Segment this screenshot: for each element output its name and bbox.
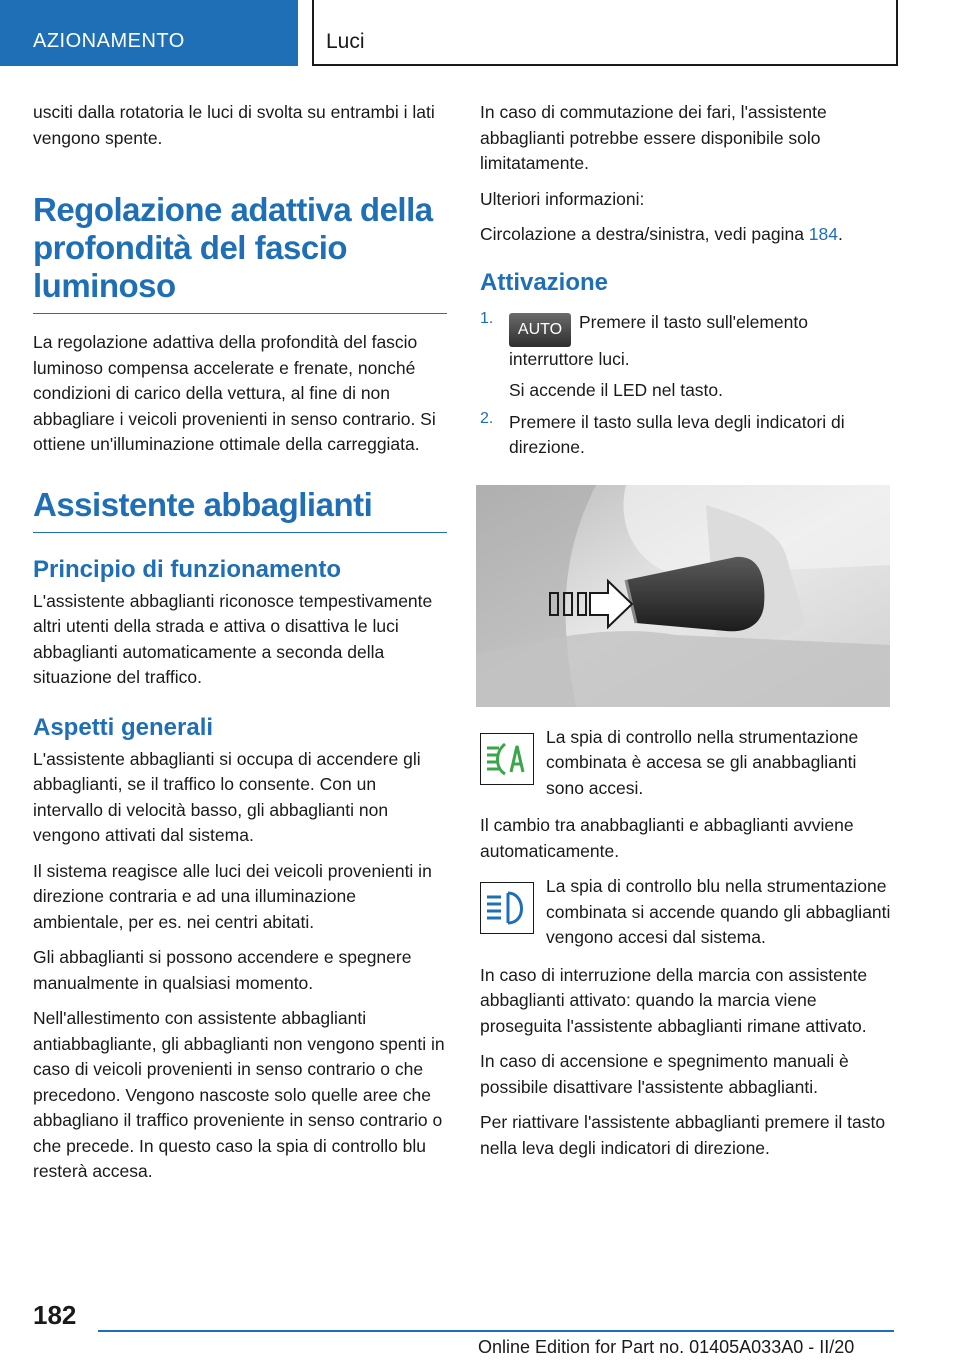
page-reference-link[interactable]: 184 <box>808 224 838 244</box>
low-beam-indicator-row <box>480 725 892 802</box>
more-info-label: Ulteriori informazioni: <box>480 188 645 209</box>
low-beam-indicator-text: La spia di controllo nella strumentazione combinata è accesa se gli anabbaglianti sono accesi. <box>546 726 859 798</box>
step-2-text: Premere il tasto sulla leva degli indicatori di direzione. <box>509 411 845 457</box>
reference-paragraph: Circolazione a destra/sinistra, vedi pagina 184. <box>480 224 843 244</box>
step-1-sub: Si accende il LED nel tasto. <box>509 380 724 400</box>
page-number: 182 <box>33 1300 77 1330</box>
intro-paragraph: usciti dalla rotatoria le luci di svolta su entrambi i lati vengono spente. <box>33 102 435 148</box>
lever-illustration <box>476 485 890 707</box>
heading-activation: Attivazione <box>480 268 609 296</box>
section-title: AZIONAMENTO <box>33 30 185 52</box>
high-beam-icon <box>480 882 534 934</box>
step-number: 1. <box>480 309 494 327</box>
reactivate-paragraph: Per riattivare l'assistente abbaglianti premere il tasto nella leva degli indicatori di direzione. <box>480 1112 886 1158</box>
heading-adaptive-range: Regolazione adattiva della profondità del fascio luminoso <box>33 191 447 314</box>
general-paragraph-1: L'assistente abbaglianti si occupa di accendere gli abbaglianti, se il traffico lo consente. Con un intervallo di velocità basso, gli abbaglianti non vengono attivati dal sistema. <box>33 748 421 845</box>
step-number: 2. <box>480 409 494 427</box>
adaptive-paragraph: La regolazione adattiva della profondità del fascio luminoso compensa accelerate e frenate, nonché condizioni di carico della vettura, al fine di non abbagliare i veicoli provenienti in senso contrario. Si ottiene un'illuminazione ottimale della carreggiata. <box>33 332 436 454</box>
low-beam-auto-icon <box>480 733 534 785</box>
change-paragraph: Il cambio tra anabbaglianti e abbaglianti avviene automaticamente. <box>480 815 854 861</box>
manual-paragraph: In caso di accensione e spegnimento manuali è possibile disattivare l'assistente abbaglianti. <box>480 1051 849 1097</box>
auto-button-icon: AUTO <box>509 313 571 347</box>
step-1 <box>480 310 892 404</box>
principle-paragraph: L'assistente abbaglianti riconosce tempestivamente altri utenti della strada e attiva o disattiva le luci abbaglianti automaticamente a seconda della situazione del traffico. <box>33 590 433 687</box>
right-column <box>480 100 892 1171</box>
section-tab <box>0 0 298 66</box>
chapter-tab <box>312 0 898 66</box>
turn-signal-lever-photo <box>476 485 890 707</box>
interrupt-paragraph: In caso di interruzione della marcia con assistente abbaglianti attivato: quando la marcia viene proseguita l'assistente abbaglianti rimane attivato. <box>480 964 868 1036</box>
general-paragraph-3: Gli abbaglianti si possono accendere e spegnere manualmente in qualsiasi momento. <box>33 947 412 993</box>
general-paragraph-2: Il sistema reagisce alle luci dei veicoli provenienti in direzione contraria e ad una illuminazione ambientale, per es. nei centri abitati. <box>33 860 432 932</box>
footer-divider <box>98 1330 894 1332</box>
heading-general: Aspetti generali <box>33 713 214 741</box>
step-1-text: Premere il tasto sull'elemento interruttore luci. <box>509 311 808 369</box>
general-paragraph-4: Nell'allestimento con assistente abbaglianti antiabbagliante, gli abbaglianti non vengono spenti in caso di veicoli provenienti in senso contrario o che precedono. Vengono nascoste solo quelle aree che abbagliano il traffico proveniente in senso contrario o che precede. In questo caso la spia di controllo blu resterà accesa. <box>33 1008 445 1181</box>
high-beam-indicator-text: La spia di controllo blu nella strumentazione combinata si accende quando gli abbaglianti vengono accesi dal sistema. <box>546 876 891 947</box>
left-column <box>33 100 447 1195</box>
heading-high-beam-assistant: Assistente abbaglianti <box>33 486 447 533</box>
heading-principle: Principio di funzionamento <box>33 555 341 583</box>
step-2 <box>480 410 892 461</box>
chapter-title: Luci <box>326 30 365 53</box>
edition-label: Online Edition for Part no. 01405A033A0 - II/20 <box>478 1337 855 1357</box>
high-beam-indicator-row <box>480 874 892 951</box>
switch-paragraph: In caso di commutazione dei fari, l'assistente abbaglianti potrebbe essere disponibile solo limitatamente. <box>480 102 827 173</box>
